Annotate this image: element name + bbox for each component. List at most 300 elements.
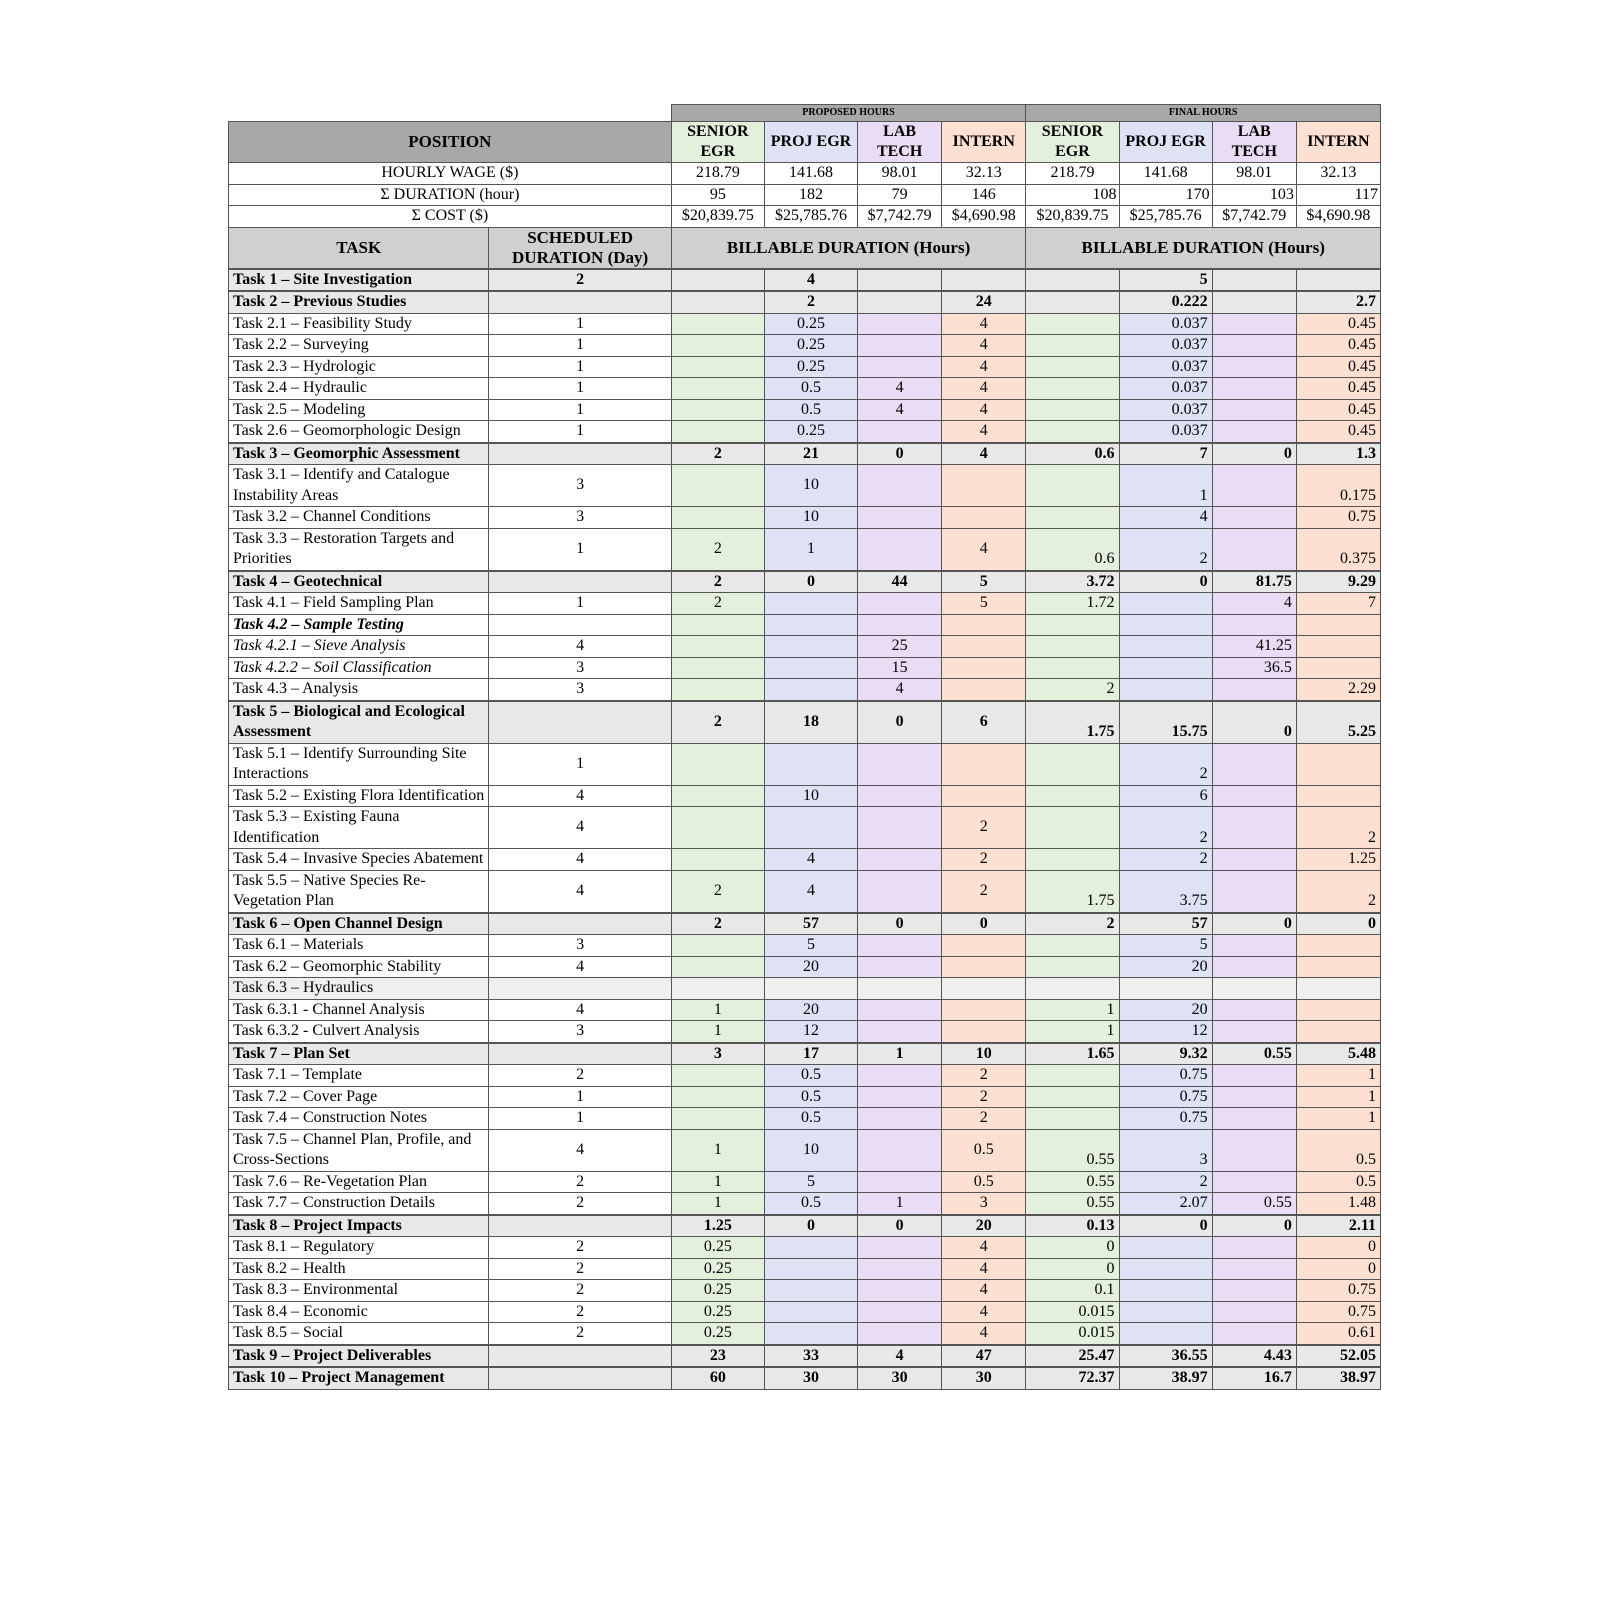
proposed-hours-cell [858,1171,942,1193]
proposed-hours-cell: 20 [942,1215,1026,1237]
proposed-hours-cell [858,1021,942,1043]
scheduled-days: 1 [489,399,671,421]
proposed-hours-cell [671,807,764,849]
proposed-hours-cell [858,269,942,292]
proposed-hours-cell [671,421,764,443]
final-hours-cell [1026,507,1119,529]
task-name: Task 4.2.1 – Sieve Analysis [229,636,489,658]
scheduled-duration-header: SCHEDULED DURATION (Day) [489,227,671,269]
final-hours-cell [1026,614,1119,636]
proposed-hours-cell [671,1108,764,1130]
proposed-hours-cell [942,679,1026,701]
final-hours-cell [1212,1258,1296,1280]
proposed-hours-cell: 25 [858,636,942,658]
proposed-hours-cell [671,269,764,292]
proposed-hours-cell: 30 [764,1367,857,1389]
proposed-hours-cell: 1 [764,528,857,571]
proposed-hours-header: PROPOSED HOURS [671,105,1026,122]
proposed-hours-cell [858,335,942,357]
proposed-hours-cell: 2 [942,870,1026,913]
final-hours-cell: 0.75 [1296,1301,1380,1323]
proposed-hours-cell [671,399,764,421]
proposed-hours-cell: 23 [671,1345,764,1368]
final-hours-cell: 12 [1119,1021,1212,1043]
wage-cell: 218.79 [1026,163,1119,185]
final-hours-header: FINAL HOURS [1026,105,1381,122]
task-row [229,999,1381,1021]
proposed-hours-cell: 15 [858,657,942,679]
final-hours-cell [1296,743,1380,785]
final-hours-cell [1212,785,1296,807]
task-row [229,313,1381,335]
proposed-hours-cell: 2 [671,701,764,744]
final-hours-cell: 2.11 [1296,1215,1380,1237]
proposed-hours-cell [671,1086,764,1108]
wage-cell: 32.13 [942,163,1026,185]
task-name: Task 7.1 – Template [229,1065,489,1087]
final-hours-cell: 16.7 [1212,1367,1296,1389]
task-row [229,679,1381,701]
cost-cell: $25,785.76 [764,206,857,228]
wage-cell: 218.79 [671,163,764,185]
proposed-hours-cell [942,657,1026,679]
proposed-hours-cell: 4 [764,870,857,913]
task-name: Task 3.2 – Channel Conditions [229,507,489,529]
proposed-hours-cell [671,378,764,400]
proposed-hours-cell [858,1086,942,1108]
proposed-hours-cell: 3 [942,1193,1026,1215]
final-hours-cell: 2.7 [1296,291,1380,313]
final-hours-cell: 0 [1026,1258,1119,1280]
task-name: Task 6.3.1 - Channel Analysis [229,999,489,1021]
scheduled-days [489,614,671,636]
proposed-hours-cell [858,356,942,378]
proposed-hours-cell: 0.25 [671,1237,764,1259]
proposed-hours-cell [671,743,764,785]
task-row [229,743,1381,785]
proposed-hours-cell [764,636,857,658]
task-row-main [229,269,1381,292]
proposed-hours-cell [671,291,764,313]
task-name: Task 5.3 – Existing Fauna Identification [229,807,489,849]
proposed-hours-cell [671,335,764,357]
final-hours-cell: 0.45 [1296,356,1380,378]
final-hours-cell: 0 [1296,1258,1380,1280]
task-row [229,399,1381,421]
final-hours-cell: 0.222 [1119,291,1212,313]
proposed-billable-header: BILLABLE DURATION (Hours) [671,227,1026,269]
final-hours-cell: 0.5 [1296,1129,1380,1171]
final-hours-cell [1212,743,1296,785]
final-hours-cell [1026,378,1119,400]
proposed-hours-cell: 0.25 [671,1323,764,1345]
final-hours-cell [1212,528,1296,571]
final-hours-cell [1212,1021,1296,1043]
final-hours-cell [1026,935,1119,957]
task-row [229,378,1381,400]
final-hours-cell [1212,1129,1296,1171]
final-hours-cell: 0.75 [1119,1108,1212,1130]
proposed-hours-cell [764,807,857,849]
scheduled-days: 2 [489,1237,671,1259]
final-hours-cell [1212,335,1296,357]
proposed-hours-cell [671,636,764,658]
wage-cell: 32.13 [1296,163,1380,185]
proposed-hours-cell [858,291,942,313]
proposed-hours-cell: 0.5 [764,1108,857,1130]
proposed-hours-cell: 44 [858,571,942,593]
scheduled-days: 1 [489,743,671,785]
proposed-hours-cell [942,999,1026,1021]
final-hours-cell: 0.45 [1296,399,1380,421]
task-name: Task 8.3 – Environmental [229,1280,489,1302]
proposed-hours-cell [858,999,942,1021]
proposed-hours-cell: 2 [942,849,1026,871]
final-hours-cell: 2.07 [1119,1193,1212,1215]
final-hours-cell: 0.45 [1296,335,1380,357]
task-row-main [229,913,1381,935]
task-row [229,1065,1381,1087]
proposed-hours-cell: 0 [942,913,1026,935]
task-name: Task 4.2 – Sample Testing [229,614,489,636]
final-hours-cell [1296,999,1380,1021]
proposed-hours-cell [858,1301,942,1323]
cost-row [229,206,1381,228]
final-hours-cell [1026,785,1119,807]
proposed-hours-cell [858,421,942,443]
proposed-hours-cell: 0 [858,1215,942,1237]
final-lab-header: LAB TECH [1212,122,1296,163]
final-hours-cell: 0 [1119,1215,1212,1237]
final-hours-cell [1212,1280,1296,1302]
proposed-hours-cell: 4 [764,269,857,292]
proposed-hours-cell: 0 [858,443,942,465]
proposed-hours-cell [942,636,1026,658]
proposed-hours-cell [764,1258,857,1280]
scheduled-days: 2 [489,1171,671,1193]
final-hours-cell: 20 [1119,999,1212,1021]
final-hours-cell [1212,935,1296,957]
final-hours-cell [1026,1065,1119,1087]
proposed-hours-cell: 2 [942,1065,1026,1087]
final-hours-cell [1212,291,1296,313]
final-hours-cell: 0 [1296,1237,1380,1259]
proposed-hours-cell: 2 [764,291,857,313]
final-hours-cell: 1.48 [1296,1193,1380,1215]
proposed-hours-cell: 20 [764,999,857,1021]
final-hours-cell: 0.55 [1212,1043,1296,1065]
final-hours-cell: 81.75 [1212,571,1296,593]
proposed-hours-cell: 4 [858,378,942,400]
task-header-row [229,227,1381,269]
proposed-hours-cell [942,935,1026,957]
proposed-hours-cell: 1 [671,1171,764,1193]
proposed-hours-cell: 10 [942,1043,1026,1065]
proposed-hours-cell [671,313,764,335]
proposed-hours-cell [858,507,942,529]
scheduled-days: 4 [489,1129,671,1171]
proposed-hours-cell [671,956,764,978]
final-hours-cell [1212,356,1296,378]
proposed-hours-cell: 2 [671,913,764,935]
scheduled-days: 1 [489,378,671,400]
proposed-hours-cell: 4 [942,421,1026,443]
proposed-hours-cell: 5 [764,1171,857,1193]
task-name: Task 5.5 – Native Species Re-Vegetation Plan [229,870,489,913]
final-hours-cell: 5 [1119,935,1212,957]
proposed-hours-cell: 4 [942,378,1026,400]
final-hours-cell [1026,849,1119,871]
wage-cell: 98.01 [858,163,942,185]
final-hours-cell [1296,614,1380,636]
task-name: Task 4.2.2 – Soil Classification [229,657,489,679]
final-hours-cell: 0.13 [1026,1215,1119,1237]
proposed-hours-cell: 0 [764,571,857,593]
proposed-hours-cell: 4 [942,1301,1026,1323]
scheduled-days [489,978,671,1000]
proposed-hours-cell [764,657,857,679]
scheduled-days: 4 [489,807,671,849]
task-row-main [229,1043,1381,1065]
proposed-hours-cell: 5 [764,935,857,957]
scheduled-days: 3 [489,679,671,701]
final-hours-cell [1212,978,1296,1000]
proposed-hours-cell [671,507,764,529]
final-hours-cell: 4 [1119,507,1212,529]
final-hours-cell [1212,999,1296,1021]
final-hours-cell [1212,1065,1296,1087]
scheduled-days: 3 [489,1021,671,1043]
duration-cell: 182 [764,184,857,206]
task-name: Task 7.6 – Re-Vegetation Plan [229,1171,489,1193]
scheduled-days: 4 [489,956,671,978]
proposed-senior-header: SENIOR EGR [671,122,764,163]
task-name: Task 8.4 – Economic [229,1301,489,1323]
proposed-hours-cell: 0.25 [671,1280,764,1302]
task-name: Task 2.5 – Modeling [229,399,489,421]
proposed-hours-cell [858,785,942,807]
final-hours-cell: 1.72 [1026,593,1119,615]
final-hours-cell [1212,421,1296,443]
final-hours-cell: 4 [1212,593,1296,615]
task-name: Task 8 – Project Impacts [229,1215,489,1237]
final-hours-cell: 0.037 [1119,335,1212,357]
proposed-hours-cell: 0.25 [671,1258,764,1280]
final-hours-cell: 0 [1296,913,1380,935]
proposed-hours-cell [858,614,942,636]
proposed-hours-cell: 60 [671,1367,764,1389]
task-row [229,1193,1381,1215]
proposed-hours-cell [764,679,857,701]
proposed-hours-cell: 4 [942,1258,1026,1280]
proposed-hours-cell: 4 [942,313,1026,335]
task-name: Task 2.2 – Surveying [229,335,489,357]
final-hours-cell: 1.75 [1026,870,1119,913]
proposed-hours-cell [858,1323,942,1345]
final-hours-cell [1296,657,1380,679]
proposed-hours-cell: 2 [671,571,764,593]
group-header-row [229,105,1381,122]
cost-cell: $25,785.76 [1119,206,1212,228]
task-name: Task 3.1 – Identify and Catalogue Instability Areas [229,465,489,507]
proposed-hours-cell [858,849,942,871]
final-hours-cell: 0.45 [1296,378,1380,400]
final-hours-cell: 1.25 [1296,849,1380,871]
final-hours-cell [1212,807,1296,849]
final-hours-cell [1026,636,1119,658]
final-hours-cell [1026,421,1119,443]
proposed-hours-cell [858,1280,942,1302]
scheduled-days: 2 [489,1323,671,1345]
task-row [229,1129,1381,1171]
duration-label: Σ DURATION (hour) [229,184,672,206]
proposed-hours-cell [942,507,1026,529]
final-hours-cell [1212,1108,1296,1130]
cost-cell: $7,742.79 [858,206,942,228]
proposed-hours-cell: 0.25 [671,1301,764,1323]
proposed-hours-cell: 30 [942,1367,1026,1389]
final-hours-cell [1026,465,1119,507]
task-name: Task 7 – Plan Set [229,1043,489,1065]
final-hours-cell [1119,614,1212,636]
blank-corner [229,105,672,122]
proposed-hours-cell [764,743,857,785]
proposed-hours-cell: 10 [764,465,857,507]
task-column-header: TASK [229,227,489,269]
proposed-hours-cell: 0.5 [764,1065,857,1087]
proposed-hours-cell [942,1021,1026,1043]
cost-cell: $7,742.79 [1212,206,1296,228]
proposed-hours-cell [671,614,764,636]
proposed-hours-cell [942,465,1026,507]
cost-cell: $4,690.98 [1296,206,1380,228]
final-hours-cell: 0.55 [1026,1193,1119,1215]
scheduled-days [489,1367,671,1389]
final-hours-cell [1296,785,1380,807]
proposed-hours-cell: 0 [858,701,942,744]
proposed-hours-cell [764,1237,857,1259]
final-hours-cell [1119,657,1212,679]
proposed-hours-cell: 4 [858,1345,942,1368]
scheduled-days: 1 [489,1108,671,1130]
final-hours-cell: 2.29 [1296,679,1380,701]
hourly-wage-label: HOURLY WAGE ($) [229,163,672,185]
proposed-hours-cell: 2 [942,807,1026,849]
proposed-hours-cell [671,657,764,679]
task-row [229,657,1381,679]
final-hours-cell [1026,743,1119,785]
task-name: Task 6.1 – Materials [229,935,489,957]
duration-cell: 117 [1296,184,1380,206]
cost-label: Σ COST ($) [229,206,672,228]
final-hours-cell [1212,679,1296,701]
proposed-hours-cell: 30 [858,1367,942,1389]
task-row [229,636,1381,658]
proposed-hours-cell: 4 [942,443,1026,465]
task-name: Task 5 – Biological and Ecological Assessment [229,701,489,744]
scheduled-days [489,443,671,465]
final-hours-cell [1026,291,1119,313]
final-hours-cell: 0 [1212,443,1296,465]
final-hours-cell: 1 [1296,1065,1380,1087]
duration-cell: 103 [1212,184,1296,206]
proposed-hours-cell: 0.5 [764,378,857,400]
proposed-hours-cell: 2 [671,528,764,571]
final-hours-cell [1296,956,1380,978]
task-row [229,593,1381,615]
final-hours-cell: 0.55 [1026,1171,1119,1193]
proposed-hours-cell [858,1237,942,1259]
proposed-hours-cell: 0.5 [942,1129,1026,1171]
scheduled-days: 3 [489,465,671,507]
proposed-hours-cell [764,1280,857,1302]
proposed-hours-cell: 0.5 [942,1171,1026,1193]
final-hours-cell [1296,269,1380,292]
proposed-hours-cell: 10 [764,785,857,807]
proposed-hours-cell: 0.25 [764,421,857,443]
final-hours-cell: 72.37 [1026,1367,1119,1389]
final-hours-cell [1119,1237,1212,1259]
final-hours-cell: 3.72 [1026,571,1119,593]
scheduled-days [489,291,671,313]
final-hours-cell: 0.6 [1026,443,1119,465]
final-hours-cell: 7 [1119,443,1212,465]
final-hours-cell [1296,978,1380,1000]
task-row [229,978,1381,1000]
task-row [229,335,1381,357]
task-name: Task 10 – Project Management [229,1367,489,1389]
final-hours-cell: 38.97 [1296,1367,1380,1389]
task-name: Task 2.6 – Geomorphologic Design [229,421,489,443]
final-hours-cell [1026,356,1119,378]
scheduled-days: 1 [489,313,671,335]
proposed-hours-cell [764,978,857,1000]
task-name: Task 5.4 – Invasive Species Abatement [229,849,489,871]
scheduled-days: 2 [489,1258,671,1280]
proposed-hours-cell: 4 [942,399,1026,421]
proposed-hours-cell: 24 [942,291,1026,313]
scheduled-days: 2 [489,1193,671,1215]
task-row-main [229,1345,1381,1368]
task-name: Task 7.4 – Construction Notes [229,1108,489,1130]
proposed-hours-cell [858,465,942,507]
proposed-hours-cell: 4 [764,849,857,871]
proposed-hours-cell [942,269,1026,292]
task-row [229,356,1381,378]
task-row [229,1258,1381,1280]
proposed-hours-cell: 21 [764,443,857,465]
proposed-lab-header: LAB TECH [858,122,942,163]
scheduled-days: 2 [489,1280,671,1302]
scheduled-days: 1 [489,421,671,443]
final-hours-cell [1026,956,1119,978]
proposed-hours-cell [942,956,1026,978]
final-hours-cell: 6 [1119,785,1212,807]
proposed-hours-cell [942,614,1026,636]
duration-cell: 95 [671,184,764,206]
final-hours-cell: 41.25 [1212,636,1296,658]
proposed-hours-cell: 6 [942,701,1026,744]
proposed-hours-cell: 47 [942,1345,1026,1368]
final-hours-cell: 0.61 [1296,1323,1380,1345]
final-intern-header: INTERN [1296,122,1380,163]
final-hours-cell [1026,807,1119,849]
proposed-hours-cell: 57 [764,913,857,935]
proposed-hours-cell: 0 [858,913,942,935]
task-name: Task 7.2 – Cover Page [229,1086,489,1108]
final-hours-cell [1212,1323,1296,1345]
proposed-hours-cell: 4 [858,399,942,421]
